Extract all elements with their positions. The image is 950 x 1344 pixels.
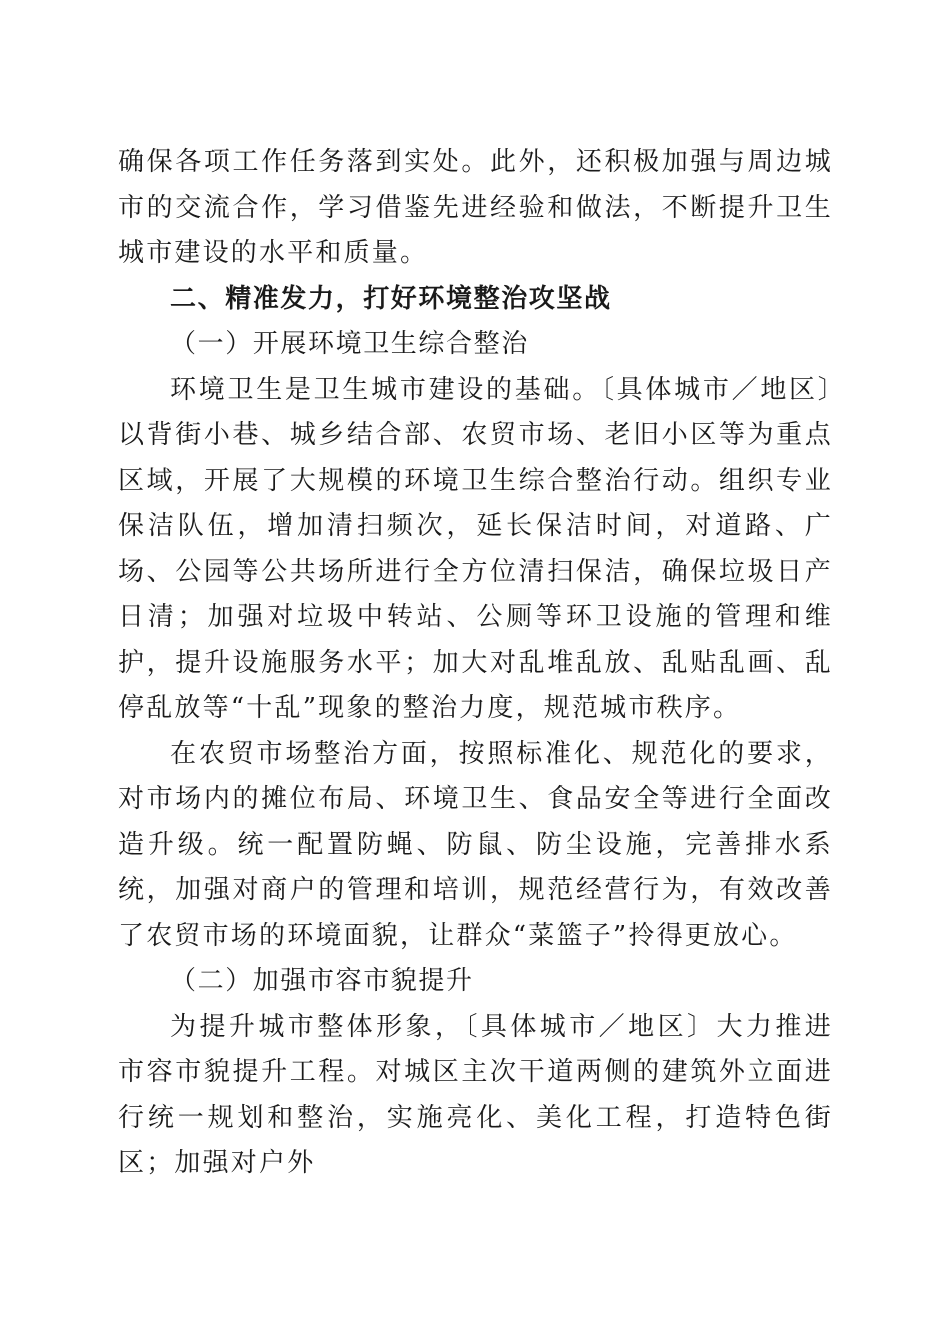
section-heading-2: 二、精准发力，打好环境整治攻坚战 (170, 283, 612, 314)
subsection-heading-2-2: （二）加强市容市貌提升 (170, 966, 474, 996)
subsection-heading-2-1: （一）开展环境卫生综合整治 (170, 329, 529, 359)
document-body (118, 140, 833, 1187)
paragraph-market-renovation: 在农贸市场整治方面，按照标准化、规范化的要求，对市场内的摊位布局、环境卫生、食品安全等进行全面改造升级。统一配置防蝇、防鼠、防尘设施，完善排水系统，加强对商户的管理和培训，规范经营行为，有效改善了农贸市场的环境面貌，让群众“菜篮子”拎得更放心。 (118, 738, 833, 951)
paragraph-city-appearance: 为提升城市整体形象，〔具体城市／地区〕大力推进市容市貌提升工程。对城区主次干道两侧的建筑外立面进行统一规划和整治，实施亮化、美化工程，打造特色街区；加强对户外 (118, 1011, 833, 1178)
paragraph-environment-sanitation: 环境卫生是卫生城市建设的基础。〔具体城市／地区〕以背街小巷、城乡结合部、农贸市场、老旧小区等为重点区域，开展了大规模的环境卫生综合整治行动。组织专业保洁队伍，增加清扫频次，延长保洁时间，对道路、广场、公园等公共场所进行全方位清扫保洁，确保垃圾日产日清；加强对垃圾中转站、公厕等环卫设施的管理和维护，提升设施服务水平；加大对乱堆乱放、乱贴乱画、乱停乱放等“十乱”现象的整治力度，规范城市秩序。 (118, 374, 833, 723)
paragraph-continued: 确保各项工作任务落到实处。此外，还积极加强与周边城市的交流合作，学习借鉴先进经验和做法，不断提升卫生城市建设的水平和质量。 (118, 147, 833, 268)
